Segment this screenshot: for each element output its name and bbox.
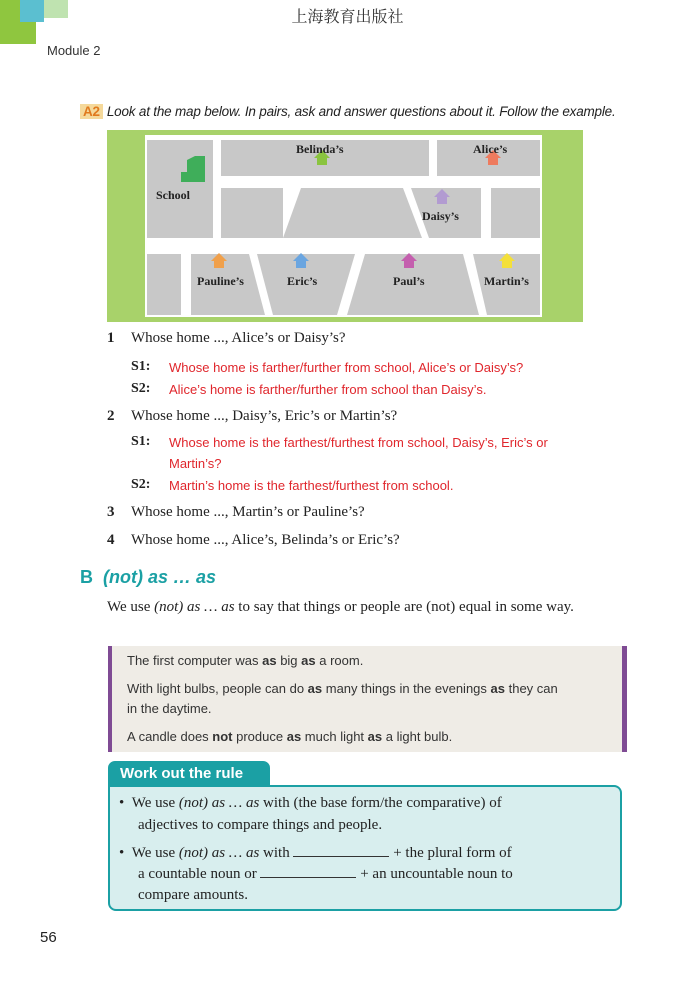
answer-line-continued: Martin’s? [169, 456, 222, 471]
map-label-paul: Paul’s [393, 274, 425, 288]
map-label-pauline: Pauline’s [197, 274, 244, 288]
rule-box-title: Work out the rule [108, 761, 270, 786]
map-label-school: School [156, 188, 191, 202]
question-1 [107, 330, 346, 347]
question-number: 1 [107, 330, 115, 346]
answer-line: Alice’s home is farther/further from school than Daisy’s. [169, 382, 487, 397]
question-number: 4 [107, 532, 115, 548]
publisher-name: 上海教育出版社 [291, 9, 404, 26]
question-4 [107, 532, 400, 549]
example-sentence: With light bulbs, people can do as many things in the evenings as they can [127, 681, 558, 696]
module-label: Module 2 [47, 43, 101, 58]
bullet-icon: • [119, 845, 132, 861]
answer-line: Whose home is the farthest/furthest from school, Daisy’s, Eric’s or [169, 435, 548, 450]
map-block [491, 188, 540, 238]
rule-bullet-1-continued: adjectives to compare things and people. [138, 817, 383, 833]
question-2 [107, 408, 397, 425]
fill-in-blank[interactable] [293, 844, 389, 857]
map-block [283, 188, 422, 238]
answer-line: Martin’s home is the farthest/furthest from school. [169, 478, 454, 493]
intro-text: to say that things or people are (not) equal in some way. [234, 599, 574, 615]
instruction-text: Look at the map below. In pairs, ask and answer questions about it. Follow the example. [106, 104, 616, 119]
question-3 [107, 504, 365, 521]
question-text: Whose home ..., Martin’s or Pauline’s? [131, 504, 365, 520]
speaker-label: S2: [131, 381, 151, 396]
map-label-eric: Eric’s [287, 274, 318, 288]
map-label-martin: Martin’s [484, 274, 529, 288]
fill-in-blank[interactable] [260, 865, 356, 878]
map-block [221, 188, 283, 238]
rule-bullet-2-continued: compare amounts. [138, 887, 248, 903]
rule-bullet-2-continued: a countable noun or + an uncountable noun to [138, 866, 513, 882]
example-box-right-bar [622, 646, 627, 752]
example-sentence: The first computer was as big as a room. [127, 653, 364, 668]
example-sentence-continued: in the daytime. [127, 701, 212, 716]
question-text: Whose home ..., Alice’s, Belinda’s or Eric’s? [131, 532, 400, 548]
exercise-badge: A2 [80, 104, 103, 119]
speaker-label: S1: [131, 434, 151, 449]
question-text: Whose home ..., Daisy’s, Eric’s or Martin’s? [131, 408, 398, 424]
intro-text: We use [107, 599, 155, 615]
exercise-instruction [80, 104, 616, 119]
rule-bullet-2: • We use (not) as … as with + the plural form of [119, 845, 512, 861]
rule-bullet-1: • We use (not) as … as with (the base form/the comparative) of [119, 795, 502, 811]
section-b-intro [107, 596, 627, 618]
bullet-icon: • [119, 795, 132, 811]
neighbourhood-map [107, 130, 583, 322]
section-b-heading [80, 567, 216, 588]
question-number: 3 [107, 504, 115, 520]
page-number: 56 [40, 929, 57, 946]
section-letter: B [80, 567, 93, 587]
question-number: 2 [107, 408, 115, 424]
section-title: (not) as … as [103, 567, 217, 587]
speaker-label: S2: [131, 477, 151, 492]
school-icon-base [181, 172, 193, 182]
map-label-belinda: Belinda’s [296, 142, 344, 156]
question-text: Whose home ..., Alice’s or Daisy’s? [131, 330, 346, 346]
map-label-daisy: Daisy’s [422, 209, 459, 223]
map-graphic [107, 130, 583, 322]
map-label-alice: Alice’s [473, 142, 508, 156]
speaker-label: S1: [131, 359, 151, 374]
example-sentence: A candle does not produce as much light as a light bulb. [127, 729, 453, 744]
example-box-left-bar [108, 646, 112, 752]
answer-line: Whose home is farther/further from school, Alice’s or Daisy’s? [169, 360, 524, 375]
intro-italic: (not) as … as [154, 599, 235, 615]
map-block [147, 254, 181, 315]
